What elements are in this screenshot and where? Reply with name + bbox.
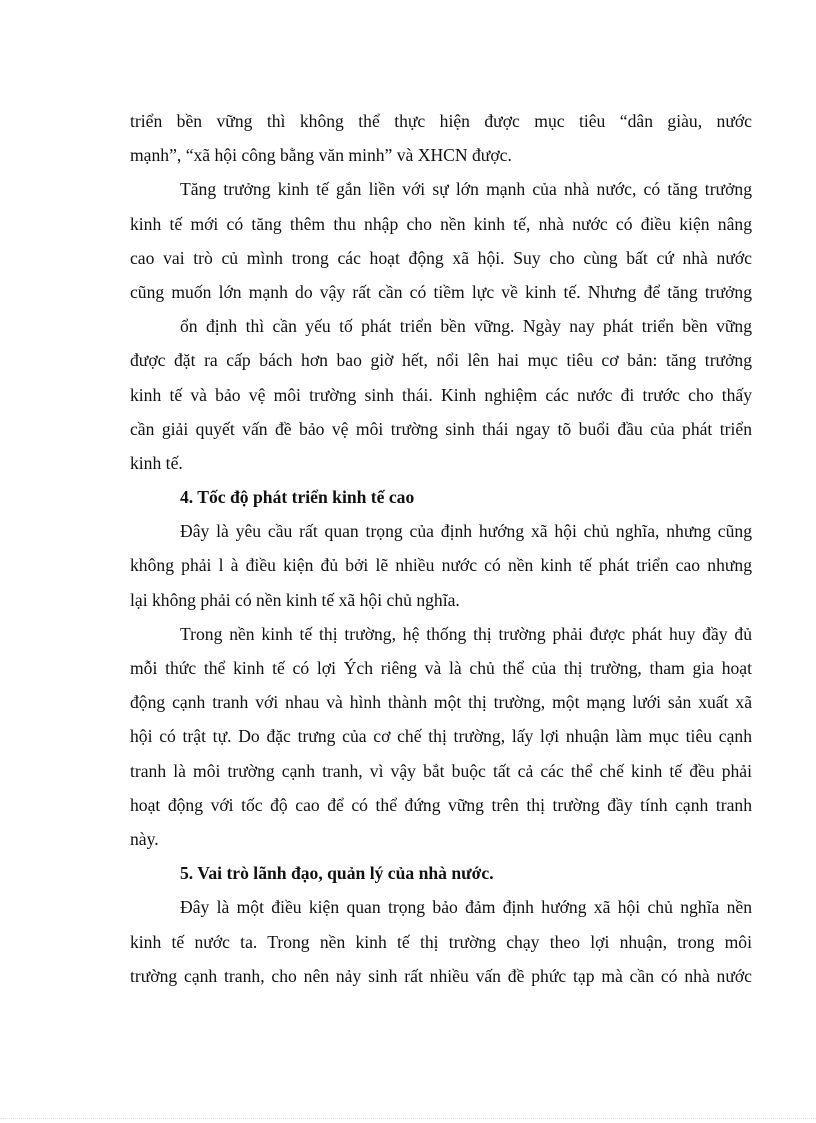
text-line: hoạt động với tốc độ cao để có thể đứng vững trên thị trường đầy tính cạnh tranh — [130, 794, 752, 815]
text-line: cũng muốn lớn mạnh do vậy rất cần có tiềm lực về kinh tế. Nhưng để tăng trưởng — [130, 281, 752, 302]
text-line: mỗi thức thể kinh tế có lợi Ých riêng và là chủ thể của thị trường, tham gia hoạt — [130, 658, 752, 678]
text-line: mạnh”, “xã hội công bằng văn minh” và XHCN được. — [130, 145, 512, 166]
text-line: được đặt ra cấp bách hơn bao giờ hết, nổi lên hai mục tiêu cơ bản: tăng trưởng — [130, 350, 752, 371]
text-line: Tăng trưởng kinh tế gắn liền với sự lớn mạnh của nhà nước, có tăng trưởng — [180, 179, 752, 200]
page-bottom-edge — [0, 1118, 816, 1119]
text-line: kinh tế mới có tăng thêm thu nhập cho nền kinh tế, nhà nước có điều kiện nâng — [130, 213, 752, 234]
text-line: cần giải quyết vấn đề bảo vệ môi trường sinh thái ngay tõ buổi đầu của phát triển — [130, 418, 752, 439]
text-line: Đây là một điều kiện quan trọng bảo đảm định hướng xã hội chủ nghĩa nền — [180, 897, 752, 918]
text-line: Đây là yêu cầu rất quan trọng của định hướng xã hội chủ nghĩa, nhưng cũng — [180, 521, 752, 542]
text-line: trường cạnh tranh, cho nên nảy sinh rất nhiều vấn đề phức tạp mà cần có nhà nước — [130, 965, 752, 986]
text-line: kinh tế. — [130, 452, 183, 473]
section-heading: 4. Tốc độ phát triển kinh tế cao — [180, 487, 415, 508]
text-line: Trong nền kinh tế thị trường, hệ thống thị trường phải được phát huy đầy đủ — [180, 623, 752, 644]
text-line: kinh tế nước ta. Trong nền kinh tế thị trường chạy theo lợi nhuận, trong môi — [130, 931, 752, 952]
text-line: động cạnh tranh với nhau và hình thành một thị trường, một mạng lưới sản xuất xã — [130, 692, 752, 713]
document-page — [130, 104, 752, 993]
text-line: kinh tế và bảo vệ môi trường sinh thái. Kinh nghiệm các nước đi trước cho thấy — [130, 384, 752, 405]
text-line: hội có trật tự. Do đặc trưng của cơ chế thị trường, lấy lợi nhuận làm mục tiêu cạnh — [130, 726, 752, 747]
text-line: tranh là môi trường cạnh tranh, vì vậy bắt buộc tất cả các thể chế kinh tế đều phải — [130, 760, 752, 781]
text-line: ổn định thì cần yếu tố phát triển bền vững. Ngày nay phát triển bền vững — [180, 316, 752, 337]
text-line: không phải l à điều kiện đủ bởi lẽ nhiều nước có nền kinh tế phát triển cao nhưng — [130, 555, 752, 576]
text-line: cao vai trò củ mình trong các hoạt động xã hội. Suy cho cùng bất cứ nhà nước — [130, 247, 752, 268]
document-body — [130, 104, 752, 993]
text-line: lại không phải có nền kinh tế xã hội chủ nghĩa. — [130, 589, 460, 610]
text-line: triển bền vững thì không thể thực hiện được mục tiêu “dân giàu, nước — [130, 111, 752, 131]
text-line: này. — [130, 828, 159, 849]
section-heading: 5. Vai trò lãnh đạo, quản lý của nhà nước. — [180, 863, 494, 884]
